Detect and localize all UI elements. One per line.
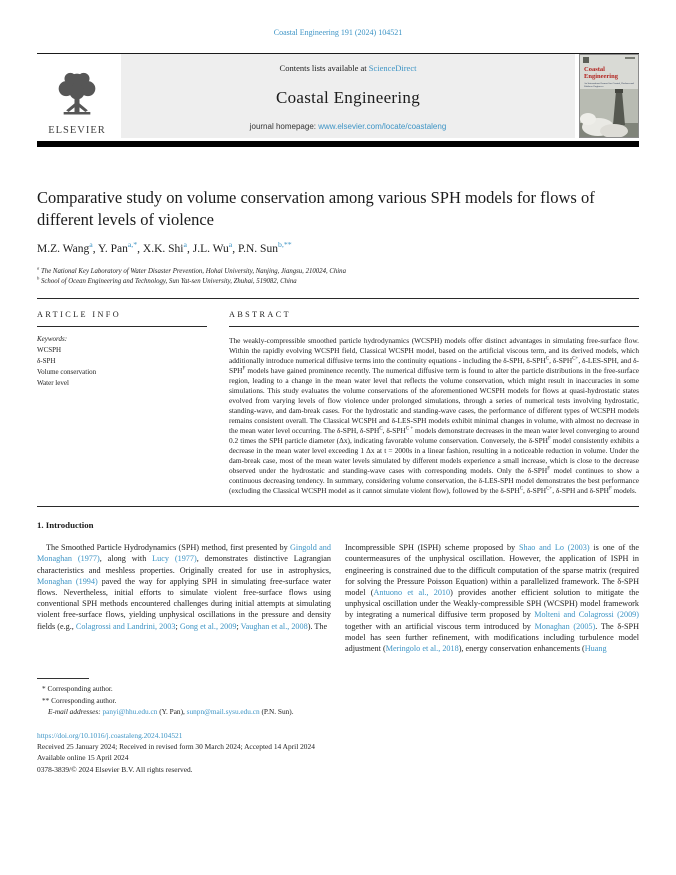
inline-link[interactable]: b,** bbox=[277, 239, 292, 249]
elsevier-tree-icon bbox=[52, 70, 102, 124]
homepage-line bbox=[131, 122, 565, 131]
journal-header bbox=[37, 53, 639, 147]
elsevier-logo[interactable] bbox=[37, 54, 117, 138]
available-online: Available online 15 April 2024 bbox=[37, 753, 129, 763]
corresponding-author-note: * Corresponding author. bbox=[42, 684, 113, 694]
inline-link[interactable]: Colagrossi and Landrini, 2003 bbox=[75, 621, 176, 631]
journal-cover-thumbnail[interactable] bbox=[579, 54, 639, 138]
cover-subtitle: An International Journal for Coastal, Harbour and Offshore Engineers bbox=[584, 82, 634, 89]
section-divider bbox=[37, 506, 639, 507]
inline-link[interactable]: Antuono et al., 2010 bbox=[373, 587, 451, 597]
contents-text: Contents lists available at bbox=[279, 63, 369, 73]
inline-link[interactable]: Shao and Lo (2003) bbox=[518, 543, 590, 553]
intro-left-column: The Smoothed Particle Hydrodynamics (SPH) method, first presented by Gingold and Monaghan (1977), along with Lucy (1977), demonstrates distinctive Lagrangian characteristics and meshless properties. Originally created for use in astrophysics, Monaghan (1994) paved the way for applying SPH in simulating free-surface water flows. Nevertheless, initial efforts to simulate violent free-surface flows using conventional SPH methods encountered challenges during initial attempts at simulating violent free-surface flows, yielding unphysical oscillations in the pressure and density fields (e.g., Colagrossi and Landrini, 2003; Gong et al., 2009; Vaughan et al., 2008). The bbox=[37, 543, 331, 631]
cover-journal-title: Coastal Engineering bbox=[584, 66, 618, 81]
keywords-label: Keywords: bbox=[37, 335, 68, 344]
author-list: M.Z. Wang$^a$, Y. Pan$^{a,*}$, X.K. Shi$^a$, J.L. Wu$^a$, P.N. Sun$^{b,**}$ bbox=[37, 239, 292, 255]
inline-link[interactable]: Meringolo et al., 2018 bbox=[385, 644, 459, 654]
inline-link[interactable]: sunpn@mail.sysu.edu.cn bbox=[186, 706, 260, 716]
homepage-text: journal homepage: bbox=[249, 122, 319, 131]
inline-link[interactable]: Monaghan (2005) bbox=[534, 621, 596, 631]
inline-link[interactable]: a bbox=[183, 239, 187, 249]
inline-link[interactable]: Huang bbox=[584, 644, 607, 654]
affiliations bbox=[37, 267, 639, 289]
article-info-column bbox=[37, 310, 207, 496]
info-abstract-section bbox=[37, 299, 639, 496]
cover-decoration bbox=[625, 57, 635, 59]
keywords-block bbox=[37, 334, 207, 388]
journal-title: Coastal Engineering bbox=[275, 87, 421, 107]
doi-link[interactable]: https://doi.org/10.1016/j.coastaleng.2024.104521 bbox=[37, 731, 183, 741]
affiliation-b: $^b$ School of Ocean Engineering and Technology, Sun Yat-sen University, Zhuhai, 519082, China bbox=[37, 276, 297, 286]
abstract-column bbox=[229, 310, 639, 496]
keyword: Volume conservation bbox=[37, 367, 97, 376]
abstract-text: The weakly-compressible smoothed particle hydrodynamics (WCSPH) models offer distinct advantages in simulating free-surface flow. Within the rapidly evolving WCSPH field, Classical WCSPH model, based on the artificial viscous term, and its derived models, which additionally introduce numerical diffusive terms into the continuity equations - including the δ-SPH, $\delta-SPH^C$, $\delta-SPH^{C+}$, δ-LES-SPH, and $\delta-SPH^F$ models have gained prominence recently. The numerical diffusive term is found to alter the particle distributions in the free-surface region, leading to a change in the mean water level that reflects the volume conservation, which might result in inaccuracies in some simulations. This study evaluates the volume conservations of the aforementioned WCSPH models for flows at quasi-hydrostatic states evolved from varying levels of flow violence under prolonged simulations, through a series of numerical tests involving hydrostatic, standing-wave, and dam-break cases. For the hydrostatic and standing-wave cases, the performance of different types of WCSPH models remains consistent overall. The Classical WCSPH and δ-LES-SPH models exhibit minimal changes in volume, with almost no decrease in the mean water level occurring. The δ-SPH, $\delta-SPH^C$, $\delta-SPH^{C +}$ models demonstrate decreases in the mean water level converging to around 0.2 times the SPH particle diameter (Δx), indicating favorable volume conservation. Conversely, the $\delta-SPH^F$ model consistently exhibits a decrease in the mean water level exceeding 1 Δx at t = 2000s in a linear fashion, resulting in a noticeable reduction in volume. Under the dam-break case, most of the mean water levels simulated by different models experience a small increase, which is close to the decrease observed under the hydrostatic and standing-wave cases with corresponding models. Only the $\delta-SPH^F$ model continues to show a continuous decreasing tendency. In summary, considering volume conservation, the δ-LES-SPH model demonstrates the best performance (excluding the Classical WCSPH model as it cannot simulate violent flow), followed by the $\delta-SPH^C$, $\delta-SPH^{C+}$, δ-SPH and $\delta-SPH^F$ models. bbox=[229, 336, 639, 496]
inline-link[interactable]: Vaughan et al., 2008 bbox=[240, 621, 308, 631]
journal-citation-link[interactable]: Coastal Engineering 191 (2024) 104521 bbox=[273, 28, 403, 37]
sciencedirect-link[interactable]: ScienceDirect bbox=[368, 63, 417, 73]
affiliation-a: $^a$ The National Key Laboratory of Water Disaster Prevention, Hohai University, Nanjing, Jiangsu, 210024, China bbox=[37, 265, 346, 275]
journal-homepage-link[interactable]: www.elsevier.com/locate/coastaleng bbox=[318, 122, 447, 131]
inline-link[interactable]: Lucy (1977) bbox=[152, 554, 197, 564]
inline-link[interactable]: Molteni and Colagrossi (2009) bbox=[534, 610, 639, 620]
inline-link[interactable]: panyi@hhu.edu.cn bbox=[102, 706, 158, 716]
corresponding-author-note-2: ** Corresponding author. bbox=[42, 695, 117, 705]
keyword: Water level bbox=[37, 378, 69, 387]
keyword: δ-SPH bbox=[37, 356, 56, 365]
cover-decoration bbox=[583, 57, 589, 63]
introduction-heading: 1. Introduction bbox=[37, 520, 94, 531]
inline-link[interactable]: a bbox=[89, 239, 93, 249]
inline-link[interactable]: Gong et al., 2009 bbox=[179, 621, 237, 631]
footnote-rule bbox=[37, 678, 89, 679]
received-dates: Received 25 January 2024; Received in revised form 30 March 2024; Accepted 14 April 2024 bbox=[37, 742, 315, 752]
introduction-section bbox=[37, 520, 639, 654]
email-addresses: E-mail addresses: panyi@hhu.edu.cn (Y. Pan), sunpn@mail.sysu.edu.cn (P.N. Sun). bbox=[48, 706, 294, 716]
elsevier-wordmark: ELSEVIER bbox=[48, 125, 106, 136]
journal-banner bbox=[121, 54, 575, 138]
intro-right-column: Incompressible SPH (ISPH) scheme proposed by Shao and Lo (2003) is one of the countermeasures of the unphysical oscillation. However, the application of ISPH in engineering is constrained due to the difficult computation of the sparse matrix (required for solving the Pressure Poisson Equation) within a parallelized framework. The δ-SPH model (Antuono et al., 2010) provides another efficient solution to mitigate the unphysical oscillation under the Weakly-compressible SPH (WCSPH) model framework by integrating a numerical diffusive term proposed by Molteni and Colagrossi (2009) together with an artificial viscous term introduced by Monaghan (2005). The δ-SPH model has seen further refinement, with modifications including turbulence model adjustment (Meringolo et al., 2018), energy conservation enhancements (Huang bbox=[345, 543, 639, 654]
abstract-heading: ABSTRACT bbox=[229, 310, 639, 327]
header-divider-bar bbox=[37, 141, 639, 147]
inline-link[interactable]: Gingold and Monaghan (1977) bbox=[37, 543, 331, 564]
contents-line bbox=[131, 63, 565, 73]
inline-link[interactable]: a bbox=[228, 239, 233, 249]
inline-link[interactable]: Monaghan (1994) bbox=[37, 576, 98, 586]
article-title: Comparative study on volume conservation among various SPH models for flows of different levels of violence bbox=[37, 188, 595, 229]
article-meta-footer bbox=[37, 730, 639, 774]
issn-copyright: 0378-3839/© 2024 Elsevier B.V. All rights reserved. bbox=[37, 764, 193, 774]
inline-link[interactable]: a,* bbox=[127, 239, 138, 249]
article-info-heading: ARTICLE INFO bbox=[37, 310, 207, 327]
footnotes bbox=[37, 678, 639, 717]
keyword: WCSPH bbox=[37, 346, 62, 355]
